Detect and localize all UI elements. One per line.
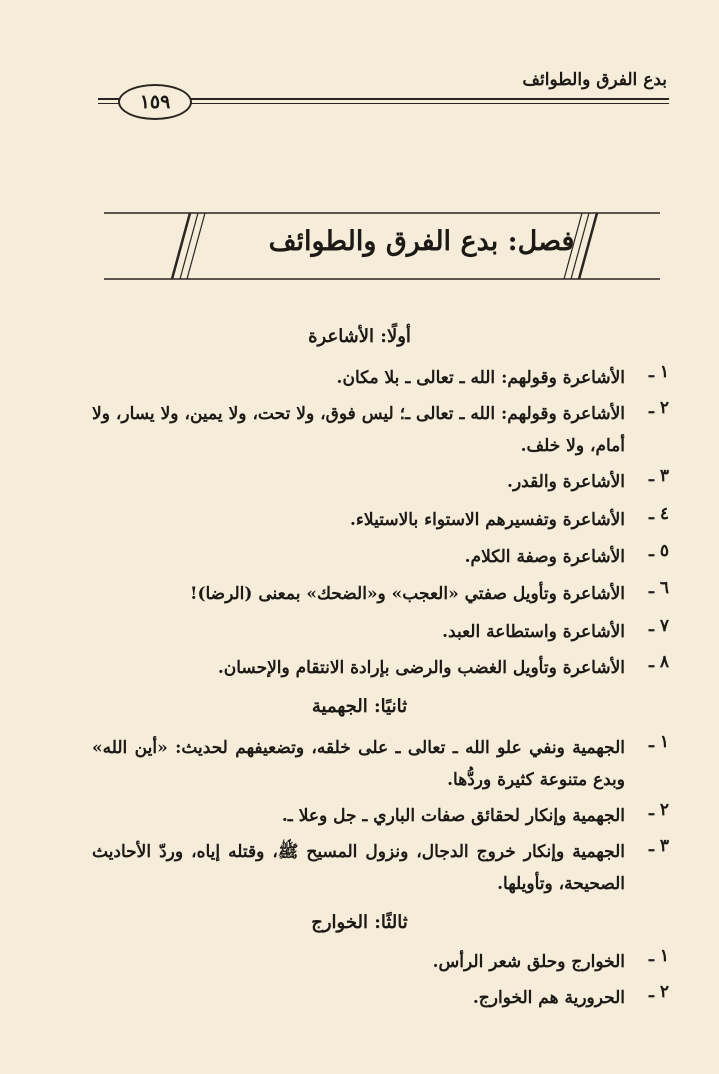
item-text: الجهمية وإنكار خروج الدجال، ونزول المسيح ﷺ، وقتله إياه، وردّ الأحاديث الصحيحة، وتأويلها. (92, 842, 625, 894)
item-text: الأشاعرة وتأويل الغضب والرضى بإرادة الانتقام والإحسان. (217, 658, 625, 678)
list-item (92, 946, 669, 978)
chapter-title: فصل: بدع الفرق والطوائف (268, 226, 575, 257)
item-text: الأشاعرة وقولهم: الله ـ تعالى ـ بلا مكان. (336, 368, 625, 388)
item-number: ١ ـ (648, 732, 669, 752)
item-text: الخوارج وحلق شعر الرأس. (432, 952, 625, 972)
item-text: الأشاعرة وتأويل صفتي «العجب» و«الضحك» بمعنى (الرضا)! (190, 584, 625, 604)
list-item (92, 504, 669, 536)
item-text: الأشاعرة والقدر. (507, 472, 625, 492)
item-text: الأشاعرة واستطاعة العبد. (442, 622, 625, 642)
item-number: ٢ ـ (648, 398, 669, 418)
item-number: ٨ ـ (648, 652, 669, 672)
list-item (92, 800, 669, 832)
list-item (92, 652, 669, 684)
item-text: الحرورية هم الخوارج. (472, 988, 625, 1008)
item-number: ٢ ـ (648, 982, 669, 1002)
list-item (92, 836, 669, 900)
list-item (92, 616, 669, 648)
list-item (92, 541, 669, 573)
list-item (92, 982, 669, 1014)
item-text: الجهمية ونفي علو الله ـ تعالى ـ على خلقه، وتضعيفهم لحديث: «أين الله» وبدع متنوعة كثيرة وردُّها. (92, 738, 625, 790)
item-number: ٦ ـ (648, 578, 669, 598)
running-header-title: بدع الفرق والطوائف (522, 70, 667, 90)
item-number: ٢ ـ (648, 800, 669, 820)
item-number: ٧ ـ (648, 616, 669, 636)
list-item (92, 398, 669, 462)
page-number: ١٥٩ (118, 84, 192, 120)
list-item (92, 466, 669, 498)
item-text: الأشاعرة وصفة الكلام. (464, 547, 625, 567)
list-item (92, 732, 669, 796)
item-number: ٥ ـ (648, 541, 669, 561)
section-heading-khawarij: ثالثًا: الخوارج (311, 912, 408, 933)
item-number: ١ ـ (648, 946, 669, 966)
item-number: ٣ ـ (648, 466, 669, 486)
section-heading-jahmiyyah: ثانيًا: الجهمية (311, 696, 408, 717)
item-text: الجهمية وإنكار لحقائق صفات الباري ـ جل وعلا ـ. (281, 806, 625, 826)
item-number: ٣ ـ (648, 836, 669, 856)
section-heading-ashairah: أولًا: الأشاعرة (308, 326, 411, 347)
item-text: الأشاعرة وتفسيرهم الاستواء بالاستيلاء. (350, 510, 625, 530)
item-number: ١ ـ (648, 362, 669, 382)
list-item (92, 362, 669, 394)
item-number: ٤ ـ (648, 504, 669, 524)
list-item (92, 578, 669, 610)
item-text: الأشاعرة وقولهم: الله ـ تعالى ـ؛ ليس فوق، ولا تحت، ولا يمين، ولا يسار، ولا أمام، ولا خلف. (92, 404, 625, 456)
